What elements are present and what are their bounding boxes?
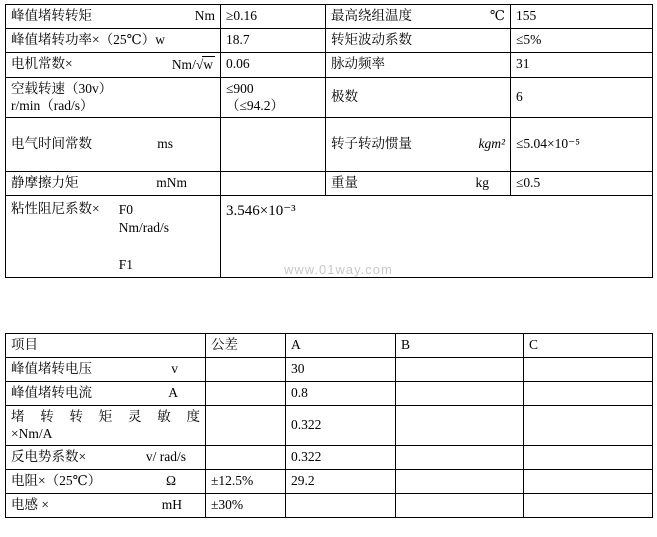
row-label-peak-stall-power: 峰值堵转功率×（25℃）w	[6, 28, 221, 52]
row-value-c	[524, 494, 653, 518]
label-unit: kg	[475, 175, 489, 191]
label-unit: mH	[161, 497, 182, 513]
viscous-sub-label-f0: F0	[118, 202, 134, 218]
table-row	[6, 357, 653, 381]
label-text: 电感 ×	[11, 497, 49, 513]
row-value-weight: ≤0.5	[511, 172, 653, 196]
row-value-max-winding-temp: 155	[511, 5, 653, 29]
row-label-rotor-inertia	[326, 118, 511, 172]
label-text: 峰值堵转电流	[11, 384, 92, 400]
header-a: A	[286, 334, 396, 358]
row-value-a: 30	[286, 357, 396, 381]
row-tolerance	[206, 446, 286, 470]
table-row	[6, 52, 653, 77]
label-unit-nm-per-sqrt-w: Nm/√w	[171, 56, 213, 72]
label-text: 电气时间常数	[11, 136, 92, 152]
row-label-viscous-damping	[6, 196, 221, 278]
label-unit: A	[168, 384, 178, 400]
row-label-back-emf-constant	[6, 446, 206, 470]
table-row	[6, 172, 653, 196]
label-text-line1: 堵转转矩灵敏度	[11, 408, 200, 424]
label-text-line2: ×Nm/A	[11, 425, 53, 441]
value-line1: ≤900	[226, 80, 254, 96]
label-unit: Nm	[194, 8, 215, 23]
value-line2: （≤94.2）	[226, 97, 285, 113]
label-unit: v/ rad/s	[145, 449, 186, 465]
label-text: 电机常数×	[11, 56, 73, 72]
row-value-c	[524, 470, 653, 494]
table-row	[6, 28, 653, 52]
row-label-static-friction-torque	[6, 172, 221, 196]
viscous-sub-label-unit: Nm/rad/s	[118, 219, 169, 235]
row-value-a: 0.8	[286, 381, 396, 405]
row-value-rotor-inertia: ≤5.04×10⁻⁵	[511, 118, 653, 172]
row-value-a: 0.322	[286, 405, 396, 446]
row-value-peak-stall-torque: ≥0.16	[221, 5, 326, 29]
table-row	[6, 494, 653, 518]
label-text-line2: r/min（rad/s）	[11, 97, 94, 113]
row-value-b	[396, 494, 524, 518]
label-text: 静摩擦力矩	[11, 175, 79, 191]
row-value-c	[524, 381, 653, 405]
table-row	[6, 5, 653, 29]
row-value-c	[524, 357, 653, 381]
row-value-b	[396, 357, 524, 381]
row-tolerance	[206, 357, 286, 381]
row-tolerance	[206, 405, 286, 446]
row-value-a: 0.322	[286, 446, 396, 470]
row-label-torque-ripple-coef: 转矩波动系数	[326, 28, 511, 52]
row-label-weight	[326, 172, 511, 196]
row-label-motor-constant	[6, 52, 221, 77]
table-row	[6, 405, 653, 446]
label-text: 峰值堵转电压	[11, 360, 92, 376]
label-text: 转子转动惯量	[331, 136, 412, 152]
row-label-max-winding-temp	[326, 5, 511, 29]
label-text: 电阻×（25℃）	[11, 473, 102, 489]
label-text: 重量	[331, 175, 358, 191]
motor-spec-table	[5, 4, 653, 278]
row-value-c	[524, 405, 653, 446]
row-value-torque-ripple-coef: ≤5%	[511, 28, 653, 52]
row-value-peak-stall-power: 18.7	[221, 28, 326, 52]
row-value-viscous-damping: 3.546×10⁻³	[221, 196, 653, 278]
row-label-peak-stall-current	[6, 381, 206, 405]
label-text: 反电势系数×	[11, 449, 87, 465]
row-value-static-friction-torque	[221, 172, 326, 196]
table-row	[6, 118, 653, 172]
row-value-no-load-speed	[221, 77, 326, 118]
row-label-resistance	[6, 470, 206, 494]
label-unit: mNm	[156, 175, 187, 191]
row-value-motor-constant: 0.06	[221, 52, 326, 77]
row-value-b	[396, 405, 524, 446]
viscous-sub-label-f1: F1	[118, 257, 134, 273]
row-value-a	[286, 494, 396, 518]
header-c: C	[524, 334, 653, 358]
row-value-b	[396, 381, 524, 405]
row-label-inductance	[6, 494, 206, 518]
row-label-electrical-time-constant	[6, 118, 221, 172]
row-value-b	[396, 446, 524, 470]
table-row	[6, 470, 653, 494]
label-unit-kgm2: kgm²	[478, 136, 505, 152]
row-value-electrical-time-constant	[221, 118, 326, 172]
table-row	[6, 77, 653, 118]
row-value-ripple-frequency: 31	[511, 52, 653, 77]
label-text: 最高绕组温度	[331, 8, 412, 23]
row-label-peak-stall-torque	[6, 5, 221, 29]
row-value-c	[524, 446, 653, 470]
row-label-ripple-frequency: 脉动频率	[326, 52, 511, 77]
header-b: B	[396, 334, 524, 358]
row-tolerance: ±12.5%	[206, 470, 286, 494]
row-value-pole-number: 6	[511, 77, 653, 118]
row-label-no-load-speed	[6, 77, 221, 118]
label-text: 峰值堵转转矩	[11, 8, 92, 23]
label-unit: ms	[157, 136, 173, 152]
label-text-line1: 空载转速（30v）	[11, 80, 113, 96]
table-header-row	[6, 334, 653, 358]
label-unit: ℃	[489, 8, 505, 23]
row-tolerance	[206, 381, 286, 405]
row-label-stall-torque-sensitivity	[6, 405, 206, 446]
row-value-a: 29.2	[286, 470, 396, 494]
row-value-b	[396, 470, 524, 494]
winding-spec-table	[5, 333, 653, 518]
table-row	[6, 446, 653, 470]
table-row	[6, 381, 653, 405]
label-text: 粘性阻尼系数×	[11, 201, 100, 217]
label-unit: v	[171, 360, 178, 376]
header-item: 项目	[6, 334, 206, 358]
viscous-sub-labels	[119, 201, 215, 274]
row-label-pole-number: 极数	[326, 77, 511, 118]
label-unit: Ω	[165, 473, 176, 489]
row-tolerance: ±30%	[206, 494, 286, 518]
row-label-peak-stall-voltage	[6, 357, 206, 381]
watermark-text: www.01way.com	[284, 262, 393, 277]
header-tolerance: 公差	[206, 334, 286, 358]
